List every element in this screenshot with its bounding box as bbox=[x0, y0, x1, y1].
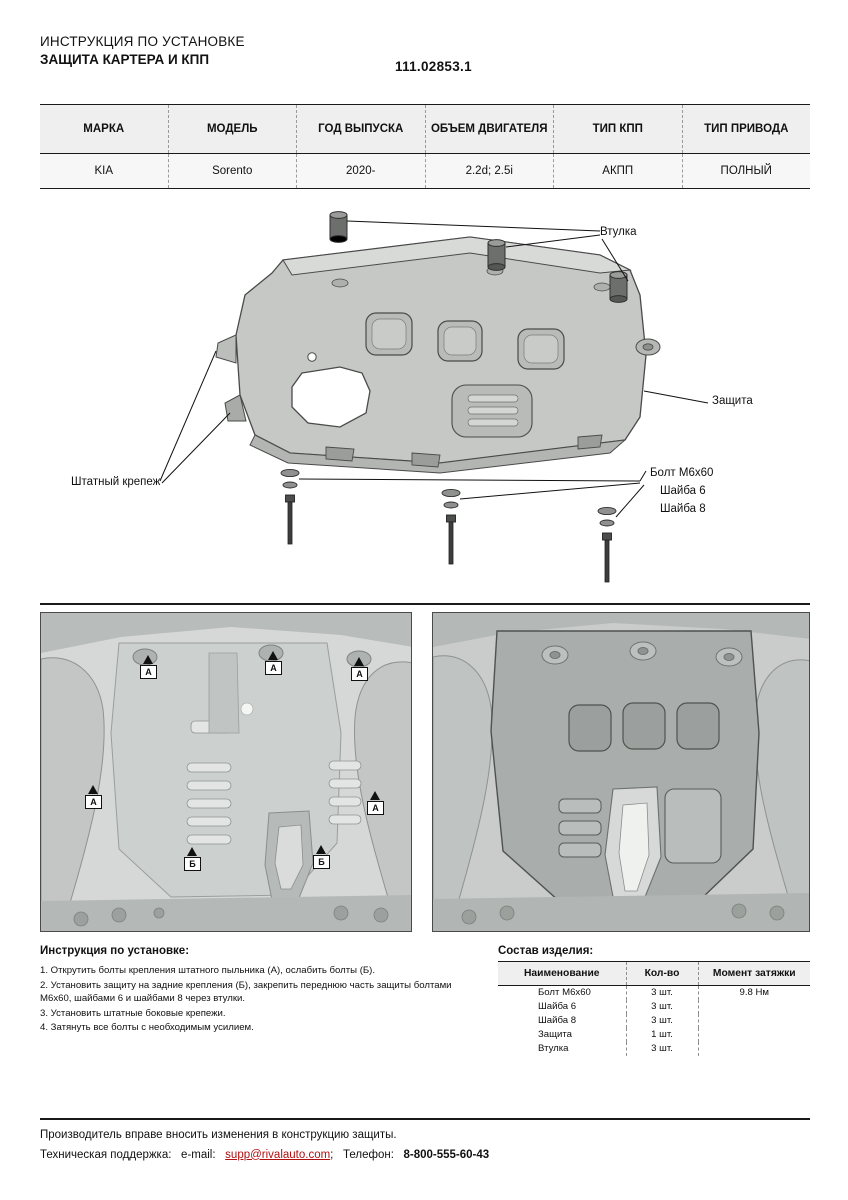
bom-cell-qty: 3 шт. bbox=[626, 986, 698, 1000]
callout-label: А bbox=[265, 661, 282, 675]
table-row bbox=[498, 1042, 810, 1056]
instruction-step: 1. Открутить болты крепления штатного пыльника (А), ослабить болты (Б). bbox=[40, 965, 376, 976]
callout-b-1 bbox=[184, 847, 201, 871]
spec-value-engine: 2.2d; 2.5i bbox=[426, 154, 555, 188]
label-bolt: Болт М6х60 bbox=[650, 467, 714, 479]
callout-label: Б bbox=[184, 857, 201, 871]
stock-fastener-leaders bbox=[160, 351, 230, 483]
arrow-up-icon bbox=[143, 655, 153, 664]
arrow-up-icon bbox=[88, 785, 98, 794]
bolt-washer-parts bbox=[281, 469, 646, 582]
arrow-up-icon bbox=[354, 657, 364, 666]
spec-header-engine: ОБЪЕМ ДВИГАТЕЛЯ bbox=[426, 105, 555, 153]
assembly-svg bbox=[40, 195, 810, 600]
bom-cell-name: Втулка bbox=[498, 1042, 626, 1056]
divider-above-photos bbox=[40, 603, 810, 605]
bom-cell-torque bbox=[698, 1014, 810, 1028]
spec-value-model: Sorento bbox=[169, 154, 298, 188]
installation-photos bbox=[40, 612, 810, 932]
shield-leader-line bbox=[644, 391, 708, 403]
arrow-up-icon bbox=[187, 847, 197, 856]
table-row bbox=[498, 1000, 810, 1014]
bom-cell-torque bbox=[698, 1000, 810, 1014]
spec-header-brand: МАРКА bbox=[40, 105, 169, 153]
support-email-link[interactable]: supp@rivalauto.com bbox=[225, 1148, 331, 1161]
phone-label: Телефон: bbox=[342, 1148, 394, 1161]
instructions-list bbox=[40, 964, 460, 1035]
photo-shield-installed bbox=[432, 612, 810, 932]
table-row bbox=[498, 1028, 810, 1042]
support-label: Техническая поддержка: bbox=[40, 1148, 172, 1161]
callout-label: А bbox=[351, 667, 368, 681]
spec-value-transmission: АКПП bbox=[554, 154, 683, 188]
bom-cell-name: Шайба 6 bbox=[498, 1000, 626, 1014]
bom-cell-qty: 3 шт. bbox=[626, 1042, 698, 1056]
label-shield: Защита bbox=[712, 395, 753, 407]
bom-cell-name: Защита bbox=[498, 1028, 626, 1042]
spec-header-transmission: ТИП КПП bbox=[554, 105, 683, 153]
label-washer-6: Шайба 6 bbox=[660, 485, 706, 497]
table-row bbox=[498, 986, 810, 1000]
spec-table-value-row bbox=[40, 154, 810, 188]
document-title-line1: ИНСТРУКЦИЯ ПО УСТАНОВКЕ bbox=[40, 34, 245, 49]
bom-header-row bbox=[498, 962, 810, 986]
photo-underbody-before bbox=[40, 612, 412, 932]
part-number: 111.02853.1 bbox=[395, 59, 472, 74]
spec-header-year: ГОД ВЫПУСКА bbox=[297, 105, 426, 153]
table-row bbox=[498, 1014, 810, 1028]
divider-footer bbox=[40, 1118, 810, 1120]
bom-cell-torque bbox=[698, 1028, 810, 1042]
label-bushing: Втулка bbox=[600, 226, 637, 238]
bom-cell-name: Шайба 8 bbox=[498, 1014, 626, 1028]
bill-of-materials bbox=[498, 945, 810, 1056]
callout-a-3 bbox=[351, 657, 368, 681]
spec-header-drive: ТИП ПРИВОДА bbox=[704, 122, 789, 135]
spec-table-header-row bbox=[40, 105, 810, 153]
callout-a-1 bbox=[140, 655, 157, 679]
spec-value-drive: ПОЛНЫЙ bbox=[720, 164, 772, 177]
vehicle-spec-table bbox=[40, 105, 810, 189]
support-phone: 8-800-555-60-43 bbox=[403, 1148, 490, 1161]
instructions-title: Инструкция по установке: bbox=[40, 945, 190, 957]
email-label: e-mail: bbox=[181, 1148, 216, 1161]
instruction-step: 3. Установить штатные боковые крепежи. bbox=[40, 1007, 226, 1019]
document-footer bbox=[40, 1126, 810, 1165]
bom-cell-qty: 3 шт. bbox=[626, 1014, 698, 1028]
callout-b-2 bbox=[313, 845, 330, 869]
footer-disclaimer: Производитель вправе вносить изменения в конструкцию защиты. bbox=[40, 1129, 397, 1141]
callout-label: Б bbox=[313, 855, 330, 869]
document-header bbox=[40, 34, 810, 74]
bom-cell-name: Болт М6х60 bbox=[498, 986, 626, 1000]
installation-instructions bbox=[40, 945, 460, 1036]
arrow-up-icon bbox=[268, 651, 278, 660]
bom-header-qty: Кол-во bbox=[626, 962, 698, 986]
callout-label: А bbox=[140, 665, 157, 679]
bom-cell-qty: 1 шт. bbox=[626, 1028, 698, 1042]
exploded-assembly-drawing bbox=[40, 195, 810, 600]
bom-cell-qty: 3 шт. bbox=[626, 1000, 698, 1014]
spec-header-model: МОДЕЛЬ bbox=[169, 105, 298, 153]
label-washer-8: Шайба 8 bbox=[660, 503, 706, 515]
bom-table bbox=[498, 961, 810, 1056]
spec-value-brand: KIA bbox=[40, 154, 169, 188]
bom-title: Состав изделия: bbox=[498, 945, 594, 957]
callout-a-2 bbox=[265, 651, 282, 675]
skid-plate-shape bbox=[216, 237, 660, 473]
callout-a-5 bbox=[367, 791, 384, 815]
bom-header-name: Наименование bbox=[498, 962, 626, 986]
document-title-line2: ЗАЩИТА КАРТЕРА И КПП bbox=[40, 52, 210, 67]
punctuation: ; bbox=[330, 1148, 334, 1161]
footer-support bbox=[40, 1146, 810, 1166]
instruction-step: 4. Затянуть все болты с необходимым усилием. bbox=[40, 1022, 254, 1034]
arrow-up-icon bbox=[316, 845, 326, 854]
photo-right-svg bbox=[433, 613, 810, 932]
spec-value-year: 2020- bbox=[297, 154, 426, 188]
callout-label: А bbox=[367, 801, 384, 815]
bom-cell-torque: 9.8 Нм bbox=[739, 987, 770, 999]
callout-label: А bbox=[85, 795, 102, 809]
label-stock-fasteners: Штатный крепеж bbox=[71, 476, 161, 488]
bom-cell-torque bbox=[698, 1042, 810, 1056]
instruction-step: 2. Установить защиту на задние крепления (Б), закрепить переднюю часть защиты болтами М6х60, шайбами 6 и шайбами 8 через втулки. bbox=[40, 979, 452, 1005]
callout-a-4 bbox=[85, 785, 102, 809]
bom-header-torque: Момент затяжки bbox=[698, 962, 810, 986]
arrow-up-icon bbox=[370, 791, 380, 800]
